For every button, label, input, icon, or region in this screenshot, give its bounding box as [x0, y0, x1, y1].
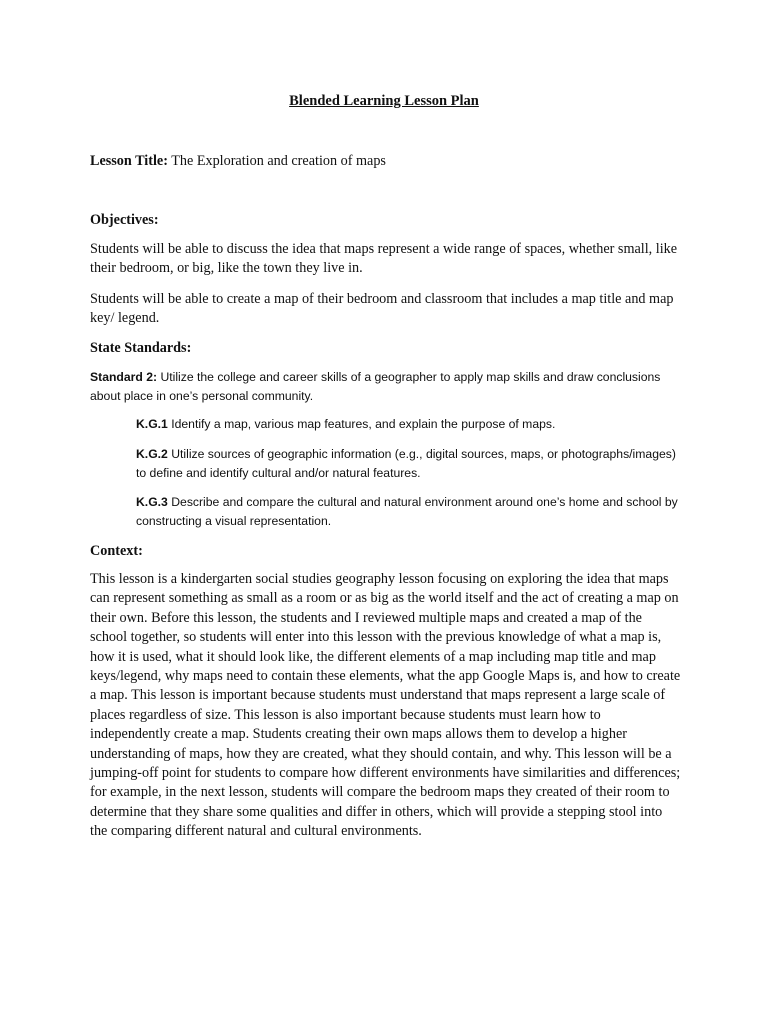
standard-code: K.G.2 — [136, 447, 168, 461]
objectives-heading: Objectives: — [90, 212, 159, 228]
standard-code: K.G.1 — [136, 417, 168, 431]
standard-text: Identify a map, various map features, and explain the purpose of maps. — [171, 417, 556, 431]
standard-2-paragraph — [90, 368, 682, 406]
lesson-title-value: The Exploration and creation of maps — [171, 153, 386, 169]
objective-paragraph-1: Students will be able to discuss the idea that maps represent a wide range of spaces, whether small, like their bedroom, or big, like the town they live in. — [90, 241, 678, 277]
context-heading: Context: — [90, 543, 143, 559]
standard-code: K.G.3 — [136, 495, 168, 509]
state-standards-heading: State Standards: — [90, 340, 192, 356]
standard-text: Utilize sources of geographic information (e.g., digital sources, maps, or photographs/images) to define and identify cultural and/or natural features. — [136, 447, 676, 480]
lesson-title-line — [90, 152, 682, 171]
standard-text: Describe and compare the cultural and natural environment around one’s home and school by constructing a visual representation. — [136, 495, 678, 528]
lesson-title-label: Lesson Title: — [90, 153, 168, 169]
standard-2-text: Utilize the college and career skills of a geographer to apply map skills and draw conclusions about place in one’s personal community. — [90, 370, 661, 403]
objective-paragraph-2: Students will be able to create a map of their bedroom and classroom that includes a map title and map key/ legend. — [90, 291, 674, 327]
standard-item-kg3 — [136, 493, 684, 531]
standard-item-kg1 — [136, 415, 684, 434]
document-title: Blended Learning Lesson Plan — [289, 93, 479, 109]
context-paragraph: This lesson is a kindergarten social studies geography lesson focusing on exploring the idea that maps can represent something as small as a room or as big as the world itself and the act of creating a map on their own. Before this lesson, the students and I reviewed multiple maps and created a map of the school together, so students will enter into this lesson with the previous knowledge of what a map is, how it is used, what it should look like, the different elements of a map including map title and map keys/legend, why maps need to contain these elements, what the app Google Maps is, and how to create a map. This lesson is important because students must understand that maps represent a large scale of places regardless of size. This lesson is also important because students must learn how to independently create a map. Students creating their own maps allows them to develop a higher understanding of maps, how they are created, what they should contain, and why. This lesson will be a jumping-off point for students to compare how different environments have similarities and differences; for example, in the next lesson, students will compare the bedroom maps they created of their room to determine that they share some qualities and differ in others, which will provide a stepping stool into the comparing different natural and cultural environments. — [90, 571, 681, 840]
standard-item-kg2 — [136, 445, 684, 483]
standard-2-label: Standard 2: — [90, 370, 158, 384]
